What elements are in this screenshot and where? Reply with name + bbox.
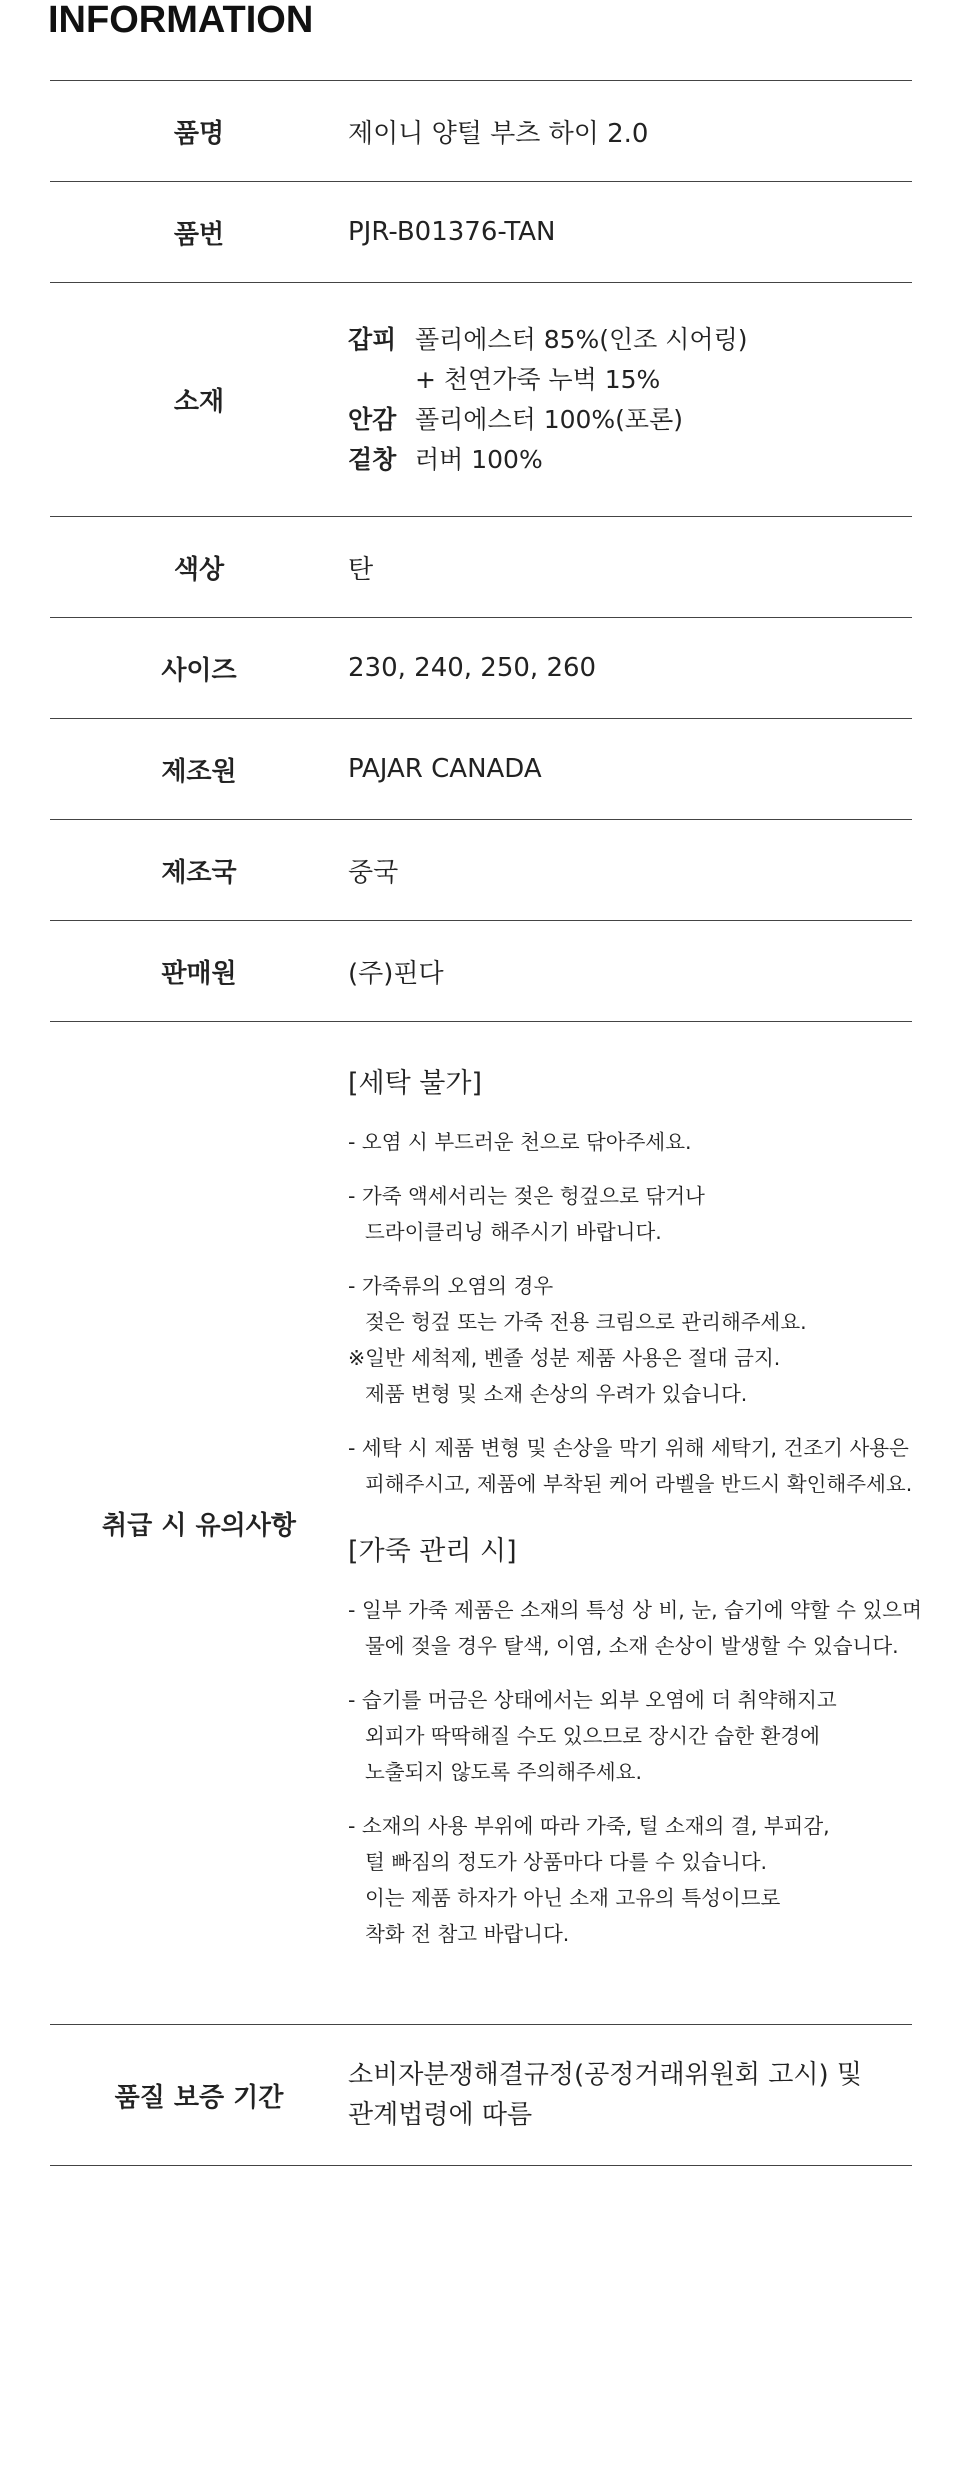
row-label: 품명 bbox=[173, 118, 225, 149]
care-leather-list bbox=[348, 1592, 922, 1952]
material-key: 겉창 bbox=[348, 444, 397, 474]
material-outsole bbox=[348, 440, 912, 480]
row-seller bbox=[50, 920, 912, 1021]
row-label: 취급 시 유의사항 bbox=[102, 1510, 296, 1541]
care-item-line: ※일반 세척제, 벤졸 성분 제품 사용은 절대 금지. bbox=[348, 1346, 781, 1370]
care-item-line: - 세탁 시 제품 변형 및 손상을 막기 위해 세탁기, 건조기 사용은 bbox=[348, 1436, 909, 1460]
row-value: 제이니 양털 부츠 하이 2.0 bbox=[348, 118, 649, 149]
row-value: PJR-B01376-TAN bbox=[348, 217, 556, 247]
care-heading-leather: [가죽 관리 시] bbox=[348, 1536, 517, 1567]
row-label: 제조국 bbox=[161, 857, 237, 888]
row-product-name bbox=[50, 80, 912, 181]
care-item-line: 물에 젖을 경우 탈색, 이염, 소재 손상이 발생할 수 있습니다. bbox=[365, 1634, 899, 1658]
care-wash-list bbox=[348, 1124, 922, 1502]
care-item-line: 이는 제품 하자가 아닌 소재 고유의 특성이므로 bbox=[365, 1886, 781, 1910]
row-warranty bbox=[50, 2024, 912, 2166]
row-value: (주)핀다 bbox=[348, 958, 444, 989]
care-item bbox=[348, 1808, 922, 1952]
material-key: 안감 bbox=[348, 404, 397, 434]
care-item-line: 제품 변형 및 소재 손상의 우려가 있습니다. bbox=[365, 1382, 748, 1406]
row-label: 품질 보증 기간 bbox=[114, 2082, 284, 2113]
material-upper bbox=[348, 320, 912, 360]
material-key: 갑피 bbox=[348, 324, 397, 354]
care-heading-wash: [세탁 불가] bbox=[348, 1068, 482, 1099]
material-value: 폴리에스터 85%(인조 시어링) bbox=[415, 324, 748, 354]
care-item-line: 젖은 헝겊 또는 가죽 전용 크림으로 관리해주세요. bbox=[365, 1310, 807, 1334]
care-item-line: - 일부 가죽 제품은 소재의 특성 상 비, 눈, 습기에 약할 수 있으며 bbox=[348, 1598, 922, 1622]
care-item-line: 외피가 딱딱해질 수도 있으므로 장시간 습한 환경에 bbox=[365, 1724, 820, 1748]
row-care bbox=[50, 1021, 922, 2024]
row-country bbox=[50, 819, 912, 920]
care-instructions bbox=[348, 1022, 922, 2024]
care-item-line: 피해주시고, 제품에 부착된 케어 라벨을 반드시 확인해주세요. bbox=[365, 1472, 913, 1496]
material-value: 러버 100% bbox=[415, 444, 543, 474]
row-value: 230, 240, 250, 260 bbox=[348, 653, 597, 683]
material-lining bbox=[348, 400, 912, 440]
row-manufacturer bbox=[50, 718, 912, 819]
care-item bbox=[348, 1268, 922, 1412]
page-title: INFORMATION bbox=[48, 0, 314, 41]
row-label: 품번 bbox=[173, 219, 225, 250]
row-label: 제조원 bbox=[161, 756, 237, 787]
row-value: 탄 bbox=[348, 554, 374, 585]
care-item bbox=[348, 1178, 922, 1250]
row-label: 소재 bbox=[173, 387, 225, 417]
care-item-line: - 오염 시 부드러운 천으로 닦아주세요. bbox=[348, 1130, 692, 1154]
material-upper-continued: + 천연가죽 누벅 15% bbox=[415, 364, 661, 394]
warranty-line: 관계법령에 따름 bbox=[348, 2100, 533, 2130]
care-item-line: 털 빠짐의 정도가 상품마다 다를 수 있습니다. bbox=[365, 1850, 768, 1874]
care-item-line: - 소재의 사용 부위에 따라 가죽, 털 소재의 결, 부피감, bbox=[348, 1814, 830, 1838]
care-item-line: - 가죽류의 오염의 경우 bbox=[348, 1274, 554, 1298]
warranty-line: 소비자분쟁해결규정(공정거래위원회 고시) 및 bbox=[348, 2060, 863, 2090]
material-value: 폴리에스터 100%(포론) bbox=[415, 404, 683, 434]
row-value: 중국 bbox=[348, 857, 399, 888]
care-item bbox=[348, 1124, 922, 1160]
care-item-line: - 가죽 액세서리는 젖은 헝겊으로 닦거나 bbox=[348, 1184, 705, 1208]
row-size bbox=[50, 617, 912, 718]
care-item bbox=[348, 1592, 922, 1664]
row-value: PAJAR CANADA bbox=[348, 754, 542, 784]
material-details bbox=[348, 320, 912, 480]
care-item-line: 착화 전 참고 바랍니다. bbox=[365, 1922, 570, 1946]
row-label: 색상 bbox=[173, 554, 225, 585]
row-label: 판매원 bbox=[161, 958, 237, 989]
care-item-line: 노출되지 않도록 주의해주세요. bbox=[365, 1760, 642, 1784]
care-item bbox=[348, 1682, 922, 1790]
warranty-value bbox=[348, 2055, 912, 2135]
info-table bbox=[50, 80, 922, 2166]
row-color bbox=[50, 516, 912, 617]
care-item bbox=[348, 1430, 922, 1502]
row-product-number bbox=[50, 181, 912, 282]
row-label: 사이즈 bbox=[161, 655, 237, 686]
care-item-line: - 습기를 머금은 상태에서는 외부 오염에 더 취약해지고 bbox=[348, 1688, 837, 1712]
care-item-line: 드라이클리닝 해주시기 바랍니다. bbox=[365, 1220, 662, 1244]
row-material bbox=[50, 282, 912, 516]
